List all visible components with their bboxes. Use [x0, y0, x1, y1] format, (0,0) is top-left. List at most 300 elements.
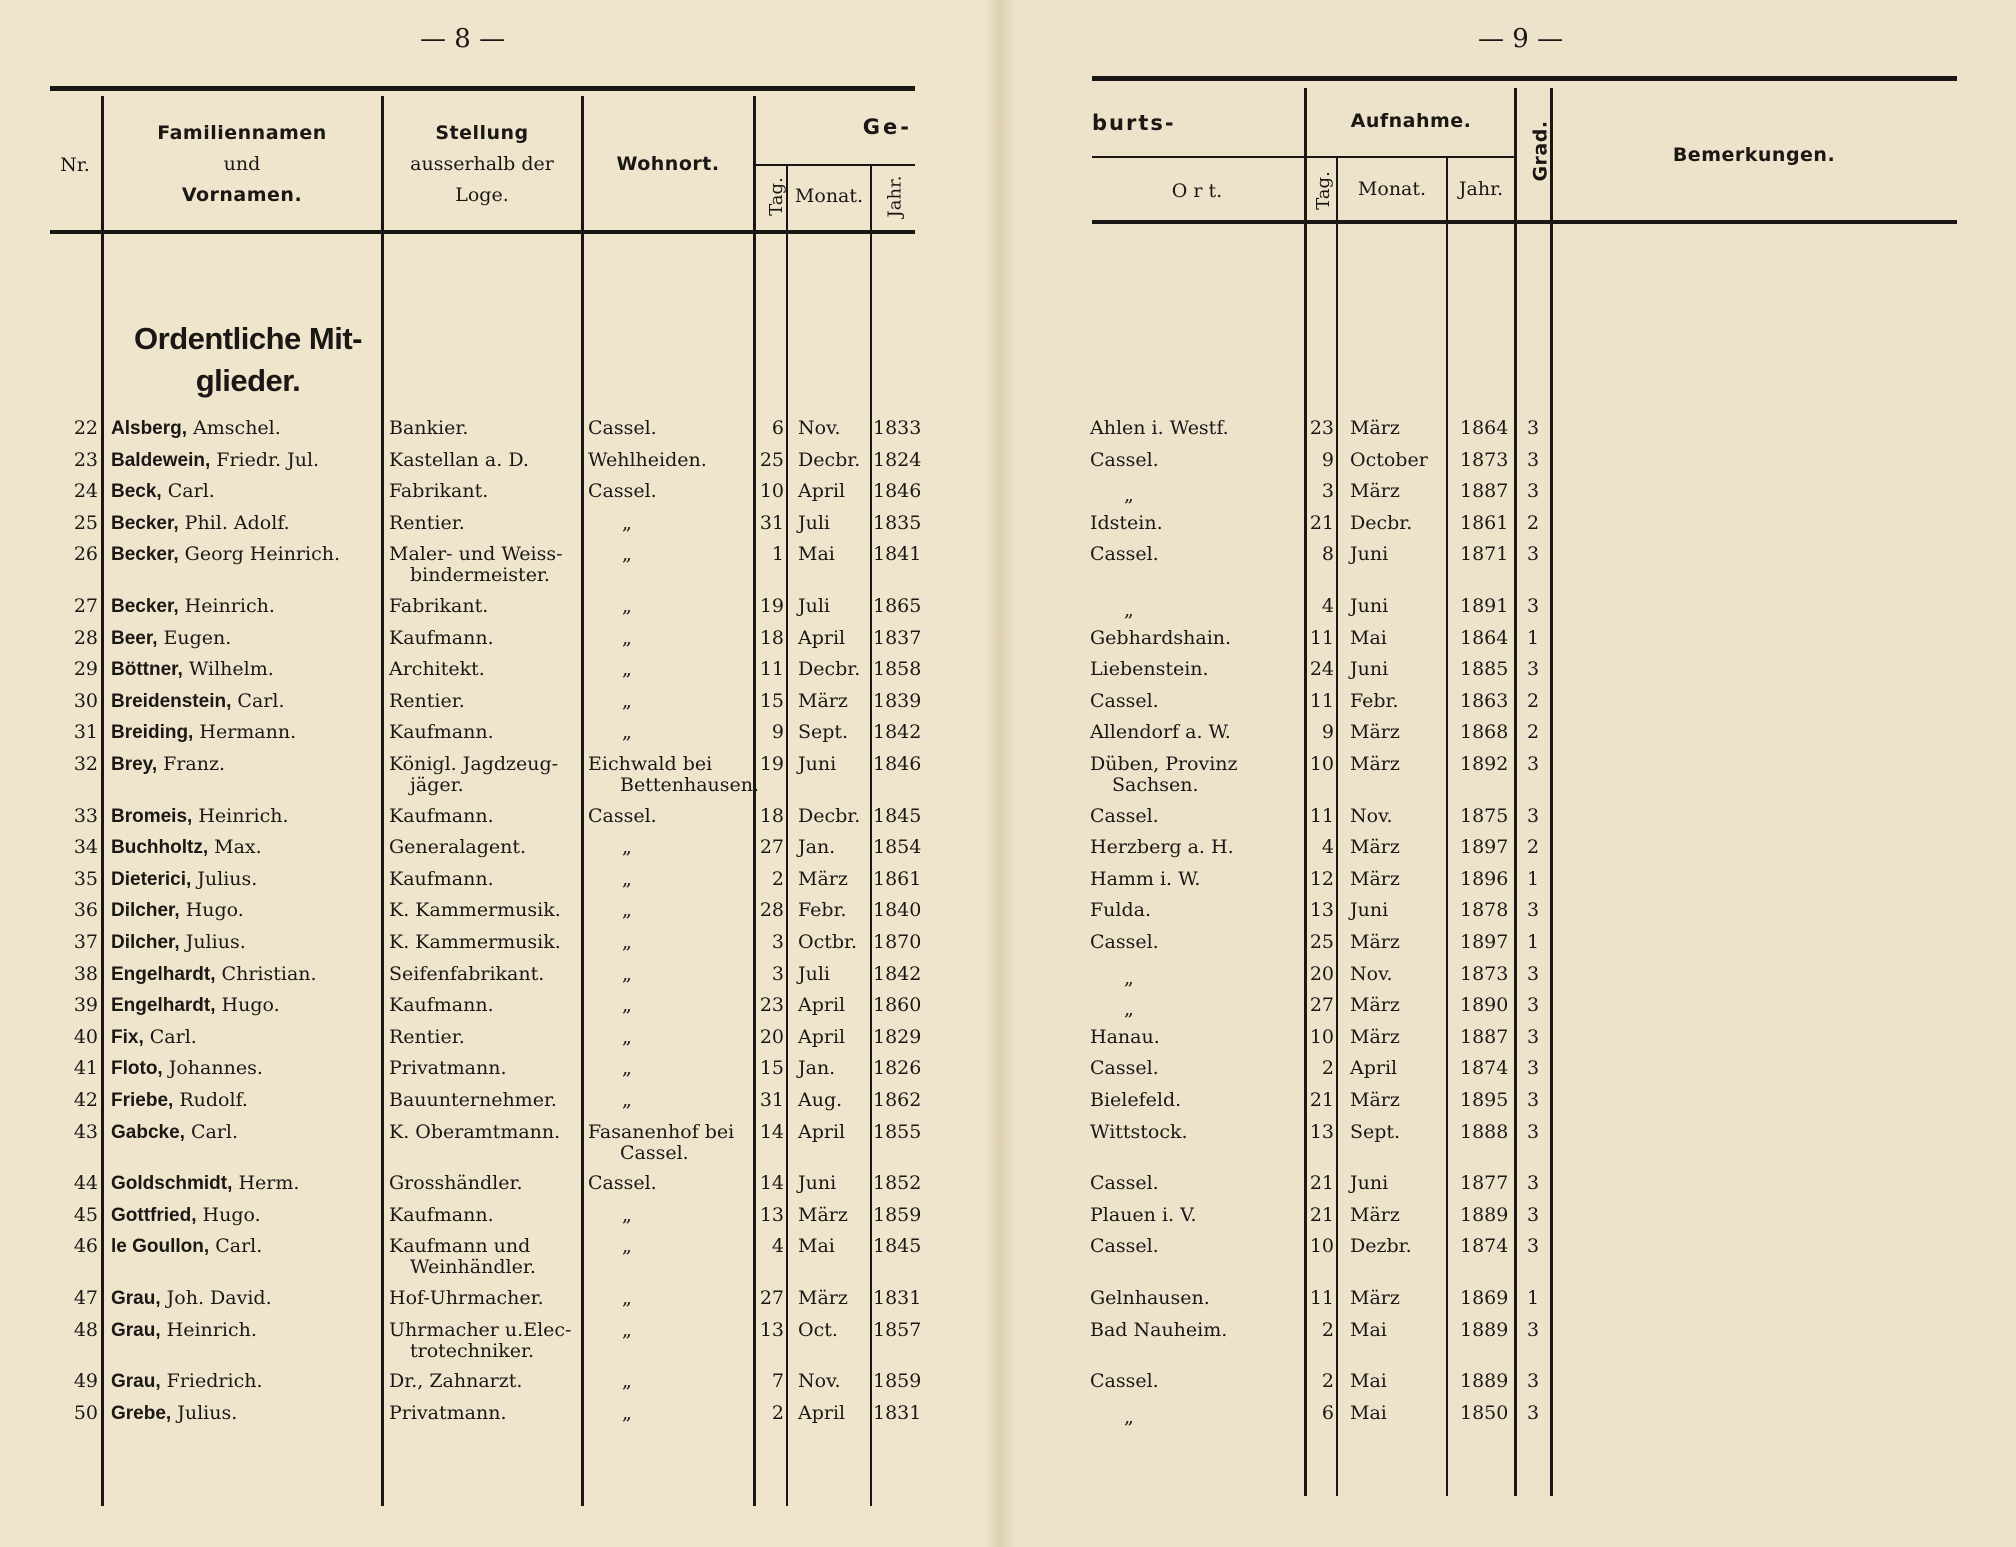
- wohnort-cell: „: [622, 1318, 632, 1341]
- birth-month-cell: Mai: [798, 1235, 835, 1258]
- grade-cell: 3: [1526, 1089, 1540, 1111]
- birth-month-cell: April: [798, 1120, 846, 1143]
- wohnort-cell: „: [622, 1401, 632, 1424]
- birth-year-cell: 1835: [873, 511, 922, 534]
- header-bemerkungen: Bemerkungen.: [1672, 144, 1836, 166]
- stellung-cell: Generalagent.: [389, 836, 527, 859]
- header-name-line3: Vornamen.: [181, 184, 303, 206]
- admission-day-cell: 4: [1321, 836, 1334, 859]
- surname: Dilcher,: [111, 900, 180, 922]
- birth-day-cell: 15: [759, 1057, 784, 1080]
- birth-day-cell: 15: [759, 689, 784, 712]
- surname: Bromeis,: [111, 805, 193, 827]
- given-name: Franz.: [157, 753, 226, 775]
- surname: Grau,: [111, 1288, 161, 1309]
- wohnort-cell: „: [622, 1089, 632, 1111]
- given-name: Hermann.: [193, 721, 297, 744]
- wohnort-cell: „: [622, 867, 632, 890]
- grade-cell: 3: [1526, 480, 1540, 503]
- admission-year-cell: 1850: [1460, 1401, 1509, 1424]
- stellung-cell: Rentier.: [389, 689, 465, 712]
- birth-year-cell: 1859: [873, 1203, 922, 1226]
- stellung-cell: Bauunternehmer.: [389, 1089, 557, 1111]
- admission-day-cell: 21: [1309, 511, 1334, 534]
- name-cell: [111, 1173, 299, 1194]
- name-cell: [111, 964, 317, 985]
- grade-cell: 3: [1526, 753, 1540, 775]
- grade-cell: 1: [1526, 626, 1540, 649]
- birth-year-cell: 1858: [873, 658, 922, 681]
- birth-month-cell: Sept.: [798, 721, 849, 744]
- name-cell: [111, 1236, 262, 1257]
- admission-month-cell: Juni: [1350, 595, 1389, 617]
- admission-month-cell: Nov.: [1350, 804, 1393, 827]
- surname: Engelhardt,: [111, 963, 216, 985]
- nr-cell: 29: [73, 658, 98, 681]
- name-cell: [111, 513, 290, 534]
- stellung-cell: trotechniker.: [410, 1339, 535, 1362]
- admission-month-cell: März: [1350, 1287, 1400, 1309]
- birth-month-cell: Nov.: [798, 417, 841, 439]
- header-atag: Tag.: [1312, 171, 1334, 210]
- birthplace-cell: Cassel.: [1090, 804, 1159, 827]
- admission-day-cell: 10: [1309, 753, 1334, 775]
- admission-day-cell: 10: [1309, 1025, 1334, 1048]
- wohnort-cell: Cassel.: [588, 1172, 657, 1195]
- wohnort-cell: „: [622, 689, 632, 712]
- stellung-cell: Uhrmacher u.Elec-: [389, 1318, 572, 1341]
- col-divider-ort: [1304, 88, 1307, 1496]
- surname: Grau,: [111, 1319, 161, 1341]
- birth-day-cell: 7: [771, 1370, 784, 1393]
- section-title-line1: Ordentliche Mit-: [134, 321, 362, 356]
- surname: Beck,: [111, 481, 162, 503]
- grade-cell: 3: [1526, 962, 1540, 985]
- nr-cell: 24: [73, 480, 98, 503]
- surname: Fix,: [111, 1026, 144, 1048]
- given-name: Christian.: [215, 962, 317, 985]
- surname: Becker,: [111, 512, 179, 534]
- birth-day-cell: 14: [759, 1120, 784, 1143]
- birth-day-cell: 23: [759, 994, 784, 1017]
- header-amonat: Monat.: [1357, 178, 1427, 200]
- birthplace-cell: Allendorf a. W.: [1090, 721, 1231, 744]
- header-name-line1: Familiennamen: [157, 122, 327, 144]
- admission-month-cell: Mai: [1350, 626, 1387, 649]
- wohnort-cell: Cassel.: [620, 1141, 689, 1164]
- birth-month-cell: Juni: [798, 753, 837, 775]
- name-cell: [111, 1122, 238, 1143]
- surname: Gottfried,: [111, 1204, 197, 1226]
- given-name: Rudolf.: [173, 1089, 248, 1111]
- nr-cell: 22: [73, 417, 98, 439]
- name-cell: [111, 628, 231, 649]
- birth-day-cell: 10: [759, 480, 784, 503]
- grade-cell: 3: [1526, 1370, 1540, 1393]
- nr-cell: 36: [73, 899, 98, 922]
- stellung-cell: Kaufmann.: [389, 994, 494, 1017]
- birthplace-cell: Cassel.: [1090, 1057, 1159, 1080]
- col-divider-name: [381, 96, 384, 1506]
- admission-day-cell: 27: [1309, 994, 1334, 1017]
- wohnort-cell: „: [622, 543, 632, 566]
- surname: Friebe,: [111, 1090, 174, 1111]
- admission-day-cell: 6: [1321, 1401, 1334, 1424]
- grade-cell: 2: [1526, 721, 1540, 744]
- wohnort-cell: Bettenhausen.: [620, 774, 760, 796]
- birth-year-cell: 1846: [873, 480, 922, 503]
- wohnort-cell: Cassel.: [588, 480, 657, 503]
- book-fold: [985, 0, 1015, 1547]
- given-name: Julius.: [179, 931, 246, 953]
- admission-day-cell: 25: [1309, 931, 1334, 953]
- birth-year-cell: 1833: [873, 417, 922, 439]
- name-cell: [111, 1403, 237, 1424]
- birth-year-cell: 1862: [873, 1089, 922, 1111]
- given-name: Heinrich.: [160, 1318, 257, 1341]
- nr-cell: 49: [73, 1370, 98, 1393]
- stellung-cell: Hof-Uhrmacher.: [389, 1287, 544, 1309]
- admission-month-cell: Juni: [1350, 1172, 1389, 1195]
- given-name: Hugo.: [196, 1203, 261, 1226]
- name-cell: [111, 481, 215, 502]
- birth-day-cell: 25: [759, 448, 784, 471]
- grade-cell: 1: [1526, 931, 1540, 953]
- birth-month-cell: Jan.: [798, 836, 836, 859]
- admission-day-cell: 24: [1309, 658, 1334, 681]
- stellung-cell: Seifenfabrikant.: [389, 962, 545, 985]
- header-stellung-line3: Loge.: [455, 184, 509, 206]
- given-name: Friedrich.: [160, 1370, 263, 1393]
- given-name: Carl.: [209, 1235, 263, 1258]
- birthplace-cell: Cassel.: [1090, 448, 1159, 471]
- wohnort-cell: „: [622, 658, 632, 681]
- birthplace-cell: Cassel.: [1090, 931, 1159, 953]
- nr-cell: 31: [73, 721, 98, 744]
- stellung-cell: K. Kammermusik.: [389, 931, 561, 953]
- admission-month-cell: Mai: [1350, 1318, 1387, 1341]
- grade-cell: 3: [1526, 804, 1540, 827]
- birth-year-cell: 1831: [873, 1401, 922, 1424]
- nr-cell: 26: [73, 543, 98, 566]
- given-name: Max.: [208, 836, 262, 859]
- birthplace-cell: Idstein.: [1090, 511, 1163, 534]
- admission-year-cell: 1863: [1460, 689, 1509, 712]
- header-wohnort: Wohnort.: [616, 153, 720, 175]
- admission-year-cell: 1897: [1460, 931, 1509, 953]
- name-cell: [111, 995, 280, 1016]
- admission-year-cell: 1896: [1460, 867, 1509, 890]
- admission-day-cell: 23: [1309, 417, 1334, 439]
- name-cell: [111, 806, 289, 827]
- grade-cell: 3: [1526, 1120, 1540, 1143]
- admission-month-cell: April: [1350, 1057, 1398, 1080]
- admission-day-cell: 12: [1309, 867, 1334, 890]
- header-rule-right: [1092, 220, 1957, 224]
- col-divider-amonat: [1446, 158, 1448, 1496]
- admission-month-cell: Febr.: [1350, 689, 1399, 712]
- admission-year-cell: 1874: [1460, 1235, 1509, 1258]
- admission-year-cell: 1871: [1460, 543, 1509, 566]
- admission-day-cell: 11: [1309, 626, 1334, 649]
- name-cell: [111, 1205, 261, 1226]
- stellung-cell: Privatmann.: [389, 1057, 507, 1080]
- birth-day-cell: 3: [771, 962, 784, 985]
- col-divider-stellung: [581, 96, 584, 1506]
- given-name: Carl.: [184, 1120, 239, 1143]
- wohnort-cell: „: [622, 595, 632, 617]
- birth-month-cell: Decbr.: [798, 448, 861, 471]
- admission-day-cell: 3: [1321, 480, 1334, 503]
- header-aufnahme: Aufnahme.: [1350, 110, 1472, 132]
- grade-cell: 3: [1526, 658, 1540, 681]
- nr-cell: 27: [73, 595, 98, 617]
- birth-day-cell: 1: [771, 543, 784, 566]
- birth-month-cell: Octbr.: [798, 931, 858, 953]
- surname: Beer,: [111, 627, 158, 649]
- wohnort-cell: „: [622, 962, 632, 985]
- given-name: Carl.: [231, 689, 285, 712]
- birth-year-cell: 1826: [873, 1057, 922, 1080]
- admission-day-cell: 13: [1309, 899, 1334, 922]
- given-name: Johannes.: [162, 1057, 263, 1080]
- birth-month-cell: April: [798, 994, 846, 1017]
- birthplace-cell: Herzberg a. H.: [1090, 836, 1234, 859]
- admission-year-cell: 1864: [1460, 417, 1509, 439]
- grade-cell: 3: [1526, 1235, 1540, 1258]
- birthplace-cell: Hanau.: [1090, 1025, 1160, 1048]
- name-cell: [111, 596, 275, 617]
- geburt-sub-rule: [754, 164, 915, 166]
- admission-year-cell: 1874: [1460, 1057, 1509, 1080]
- stellung-cell: Kaufmann.: [389, 721, 494, 744]
- header-gmonat: Monat.: [794, 185, 864, 207]
- wohnort-cell: Wehlheiden.: [588, 448, 707, 471]
- given-name: Eugen.: [157, 626, 232, 649]
- birthplace-cell: Cassel.: [1090, 1370, 1159, 1393]
- wohnort-cell: „: [622, 1203, 632, 1226]
- birthplace-cell: „: [1124, 998, 1134, 1021]
- admission-day-cell: 9: [1321, 721, 1334, 744]
- stellung-cell: Fabrikant.: [389, 480, 489, 503]
- nr-cell: 32: [73, 753, 98, 775]
- birth-month-cell: März: [798, 867, 848, 890]
- nr-cell: 44: [73, 1172, 98, 1195]
- birthplace-cell: Liebenstein.: [1090, 658, 1209, 681]
- grade-cell: 3: [1526, 994, 1540, 1017]
- wohnort-cell: „: [622, 1025, 632, 1048]
- header-ort: O r t.: [1171, 180, 1223, 202]
- nr-cell: 45: [73, 1203, 98, 1226]
- admission-day-cell: 11: [1309, 689, 1334, 712]
- admission-day-cell: 13: [1309, 1120, 1334, 1143]
- admission-year-cell: 1892: [1460, 753, 1509, 775]
- birth-year-cell: 1852: [873, 1172, 922, 1195]
- admission-day-cell: 20: [1309, 962, 1334, 985]
- birth-month-cell: Decbr.: [798, 658, 861, 681]
- birth-month-cell: Nov.: [798, 1370, 841, 1393]
- page-number-right: — 9 —: [1478, 24, 1564, 54]
- surname: Gabcke,: [111, 1121, 185, 1143]
- birth-year-cell: 1846: [873, 753, 922, 775]
- wohnort-cell: „: [622, 626, 632, 649]
- given-name: Carl.: [161, 480, 215, 503]
- birthplace-cell: Hamm i. W.: [1090, 867, 1201, 890]
- stellung-cell: Kaufmann.: [389, 804, 494, 827]
- birth-day-cell: 11: [759, 658, 784, 681]
- birth-year-cell: 1854: [873, 836, 922, 859]
- birth-day-cell: 13: [759, 1203, 784, 1226]
- birthplace-cell: „: [1124, 1405, 1134, 1428]
- grade-cell: 3: [1526, 1401, 1540, 1424]
- stellung-cell: Architekt.: [389, 658, 485, 681]
- birth-year-cell: 1840: [873, 899, 922, 922]
- birth-year-cell: 1859: [873, 1370, 922, 1393]
- admission-day-cell: 21: [1309, 1172, 1334, 1195]
- name-cell: [111, 450, 319, 471]
- given-name: Georg Heinrich.: [178, 543, 341, 566]
- admission-day-cell: 9: [1321, 448, 1334, 471]
- birthplace-cell: Cassel.: [1090, 689, 1159, 712]
- birthplace-cell: Gebhardshain.: [1090, 626, 1232, 649]
- birth-day-cell: 2: [771, 867, 784, 890]
- page-number-left: — 8 —: [420, 24, 506, 54]
- admission-day-cell: 11: [1309, 1287, 1334, 1309]
- birthplace-cell: Cassel.: [1090, 543, 1159, 566]
- birthplace-cell: Cassel.: [1090, 1172, 1159, 1195]
- admission-day-cell: 11: [1309, 804, 1334, 827]
- surname: Goldschmidt,: [111, 1173, 233, 1195]
- stellung-cell: Bankier.: [389, 417, 469, 439]
- admission-year-cell: 1890: [1460, 994, 1509, 1017]
- birth-month-cell: März: [798, 1203, 848, 1226]
- header-gjahr: Jahr.: [884, 175, 906, 218]
- surname: Böttner,: [111, 659, 183, 681]
- birth-day-cell: 27: [759, 1287, 784, 1309]
- birth-year-cell: 1845: [873, 1235, 922, 1258]
- birth-year-cell: 1841: [873, 543, 922, 566]
- admission-year-cell: 1897: [1460, 836, 1509, 859]
- name-cell: [111, 1090, 248, 1111]
- wohnort-cell: Cassel.: [588, 804, 657, 827]
- birth-year-cell: 1829: [873, 1025, 922, 1048]
- ort-sub-rule: [1092, 156, 1306, 158]
- given-name: Carl.: [143, 1025, 197, 1048]
- nr-cell: 50: [73, 1401, 98, 1424]
- grade-cell: 1: [1526, 1287, 1540, 1309]
- nr-cell: 37: [73, 931, 98, 953]
- birth-day-cell: 19: [759, 753, 784, 775]
- admission-day-cell: 4: [1321, 595, 1334, 617]
- wohnort-cell: „: [622, 511, 632, 534]
- stellung-cell: Grosshändler.: [389, 1172, 523, 1195]
- header-geburt-right: burts-: [1092, 111, 1176, 135]
- birthplace-cell: Gelnhausen.: [1090, 1287, 1210, 1309]
- top-rule-right: [1092, 76, 1957, 81]
- surname: Grau,: [111, 1371, 161, 1393]
- name-cell: [111, 659, 274, 680]
- birth-month-cell: Jan.: [798, 1057, 836, 1080]
- surname: Breidenstein,: [111, 690, 232, 712]
- birth-month-cell: Febr.: [798, 899, 847, 922]
- birth-month-cell: Aug.: [798, 1089, 843, 1111]
- birth-year-cell: 1842: [873, 721, 922, 744]
- grade-cell: 3: [1526, 1203, 1540, 1226]
- admission-month-cell: Mai: [1350, 1370, 1387, 1393]
- admission-year-cell: 1888: [1460, 1120, 1509, 1143]
- birth-day-cell: 2: [771, 1401, 784, 1424]
- admission-month-cell: Juni: [1350, 543, 1389, 566]
- nr-cell: 41: [73, 1057, 98, 1080]
- grade-cell: 3: [1526, 543, 1540, 566]
- birth-year-cell: 1870: [873, 931, 922, 953]
- grade-cell: 3: [1526, 595, 1540, 617]
- birth-year-cell: 1845: [873, 804, 922, 827]
- admission-month-cell: März: [1350, 1025, 1400, 1048]
- surname: Dilcher,: [111, 932, 180, 953]
- admission-month-cell: Sept.: [1350, 1120, 1401, 1143]
- admission-month-cell: März: [1350, 480, 1400, 503]
- given-name: Herm.: [232, 1172, 300, 1195]
- admission-year-cell: 1869: [1460, 1287, 1509, 1309]
- birth-year-cell: 1865: [873, 595, 922, 617]
- admission-year-cell: 1875: [1460, 804, 1509, 827]
- birthplace-cell: Düben, Provinz: [1090, 753, 1238, 775]
- wohnort-cell: „: [622, 1287, 632, 1309]
- nr-cell: 43: [73, 1120, 98, 1143]
- birth-year-cell: 1831: [873, 1287, 922, 1309]
- admission-month-cell: Juni: [1350, 658, 1389, 681]
- birth-day-cell: 31: [759, 1089, 784, 1111]
- admission-day-cell: 21: [1309, 1089, 1334, 1111]
- birth-year-cell: 1824: [873, 448, 922, 471]
- nr-cell: 38: [73, 962, 98, 985]
- stellung-cell: Rentier.: [389, 511, 465, 534]
- wohnort-cell: „: [622, 899, 632, 922]
- grade-cell: 2: [1526, 511, 1540, 534]
- nr-cell: 23: [73, 448, 98, 471]
- name-cell: [111, 722, 296, 743]
- birth-day-cell: 28: [759, 899, 784, 922]
- birth-year-cell: 1855: [873, 1120, 922, 1143]
- top-rule-left: [50, 86, 915, 91]
- birth-day-cell: 9: [771, 721, 784, 744]
- birth-year-cell: 1860: [873, 994, 922, 1017]
- surname: Buchholtz,: [111, 837, 209, 859]
- birth-day-cell: 4: [771, 1235, 784, 1258]
- stellung-cell: Kaufmann und: [389, 1235, 531, 1258]
- birth-day-cell: 6: [771, 417, 784, 439]
- admission-year-cell: 1889: [1460, 1203, 1509, 1226]
- admission-month-cell: März: [1350, 1089, 1400, 1111]
- admission-year-cell: 1877: [1460, 1172, 1509, 1195]
- header-name-line2: und: [223, 153, 261, 175]
- name-cell: [111, 837, 262, 858]
- name-cell: [111, 754, 225, 775]
- birthplace-cell: Cassel.: [1090, 1235, 1159, 1258]
- col-divider-ajahr: [1514, 88, 1517, 1496]
- admission-month-cell: März: [1350, 753, 1400, 775]
- wohnort-cell: Fasanenhof bei: [588, 1120, 735, 1143]
- admission-year-cell: 1895: [1460, 1089, 1509, 1111]
- given-name: Amschel.: [187, 417, 281, 439]
- birthplace-cell: Sachsen.: [1112, 774, 1199, 796]
- grade-cell: 2: [1526, 836, 1540, 859]
- birth-month-cell: Juli: [798, 962, 831, 985]
- birth-month-cell: Juli: [798, 511, 831, 534]
- stellung-cell: Kaufmann.: [389, 626, 494, 649]
- surname: Grebe,: [111, 1402, 172, 1424]
